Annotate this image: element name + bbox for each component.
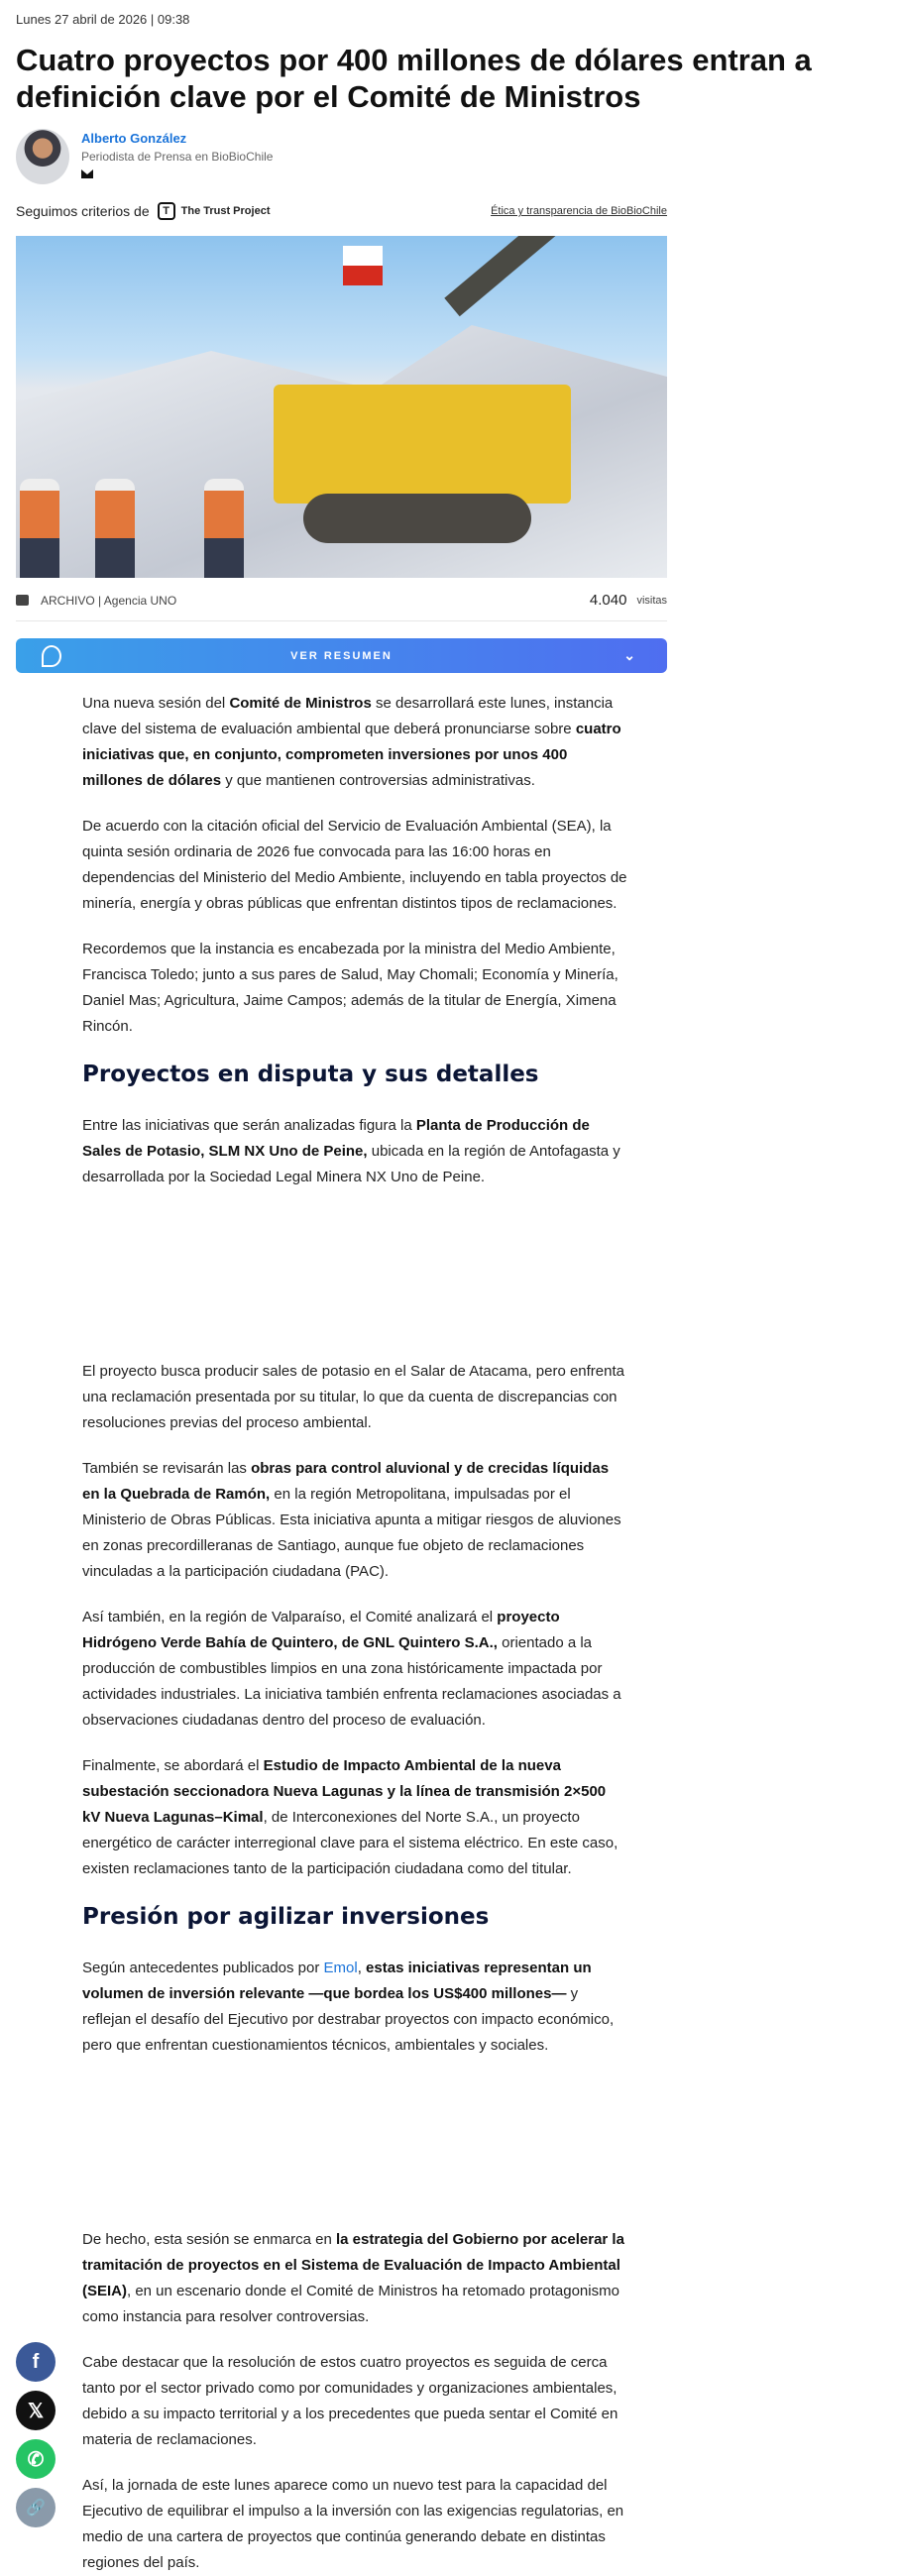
ethics-link[interactable]: Ética y transparencia de BioBioChile xyxy=(491,205,667,217)
photo-caption xyxy=(16,592,667,609)
article-title: Cuatro proyectos por 400 millones de dólares entran a definición clave por el Comité de Ministros xyxy=(16,43,812,114)
chile-flag xyxy=(343,246,383,285)
paragraph: De hecho, esta sesión se enmarca en la estrategia del Gobierno por acelerar la tramitación de proyectos en el Sistema de Evaluación de Impacto Ambiental (SEIA), en un escenario donde el Comité de Ministros ha retomado protagonismo como instancia para resolver controversias. xyxy=(82,2231,624,2325)
paragraph: Finalmente, se abordará el Estudio de Impacto Ambiental de la nueva subestación seccionadora Nueva Lagunas y la línea de transmisión 2×500 kV Nueva Lagunas–Kimal, de Interconexiones del Norte S.A., un proyecto energético de carácter interregional clave para el sistema eléctrico. En este caso, existen reclamaciones tanto de la participación ciudadana como del titular. xyxy=(82,1757,618,1877)
summary-toggle-button[interactable] xyxy=(16,638,667,673)
paragraph: Así también, en la región de Valparaíso, el Comité analizará el proyecto Hidrógeno Verde Bahía de Quintero, de GNL Quintero S.A., orientado a la producción de combustibles limpios en una zona históricamente impactada por actividades industriales. La iniciativa también enfrenta reclamaciones asociadas a observaciones ciudadanas dentro del proceso de evaluación. xyxy=(82,1609,621,1729)
author-name-link[interactable]: Alberto González xyxy=(81,131,187,146)
section-heading: Proyectos en disputa y sus detalles xyxy=(82,1062,539,1087)
paragraph: Así, la jornada de este lunes aparece como un nuevo test para la capacidad del Ejecutivo de equilibrar el impulso a la inversión con las exigencias regulatorias, en medio de una cartera de proyectos que continúa generando debate en distintas regiones del país. xyxy=(82,2477,624,2571)
article-body xyxy=(82,691,627,2576)
ad-space xyxy=(82,1210,627,1359)
view-count: 4.040 xyxy=(589,592,627,609)
publish-date: Lunes 27 abril de 2026 | 09:38 xyxy=(16,12,190,27)
paragraph: Recordemos que la instancia es encabezada por la ministra del Medio Ambiente, Francisca Toledo; junto a sus pares de Salud, May Chomali; Economía y Minería, Daniel Mas; Agricultura, Jaime Campos; además de la titular de Energía, Ximena Rincón. xyxy=(82,941,618,1035)
author-block xyxy=(16,129,888,184)
chevron-down-icon: ⌄ xyxy=(623,647,637,663)
paragraph: Una nueva sesión del Comité de Ministros se desarrollará este lunes, instancia clave del sistema de evaluación ambiental que deberá pronunciarse sobre cuatro iniciativas que, en conjunto, comprometen inversiones por unos 400 millones de dólares y que mantienen controversias administrativas. xyxy=(82,695,621,789)
excavator xyxy=(274,385,571,504)
paragraph: Según antecedentes publicados por Emol, estas iniciativas representan un volumen de inversión relevante —que bordea los US$400 millones— y reflejan el desafío del Ejecutivo por destrabar proyectos con impacto económico, pero que enfrentan cuestionamientos técnicos, ambientales y sociales. xyxy=(82,1960,615,2054)
article-photo xyxy=(16,236,667,578)
paragraph: Entre las iniciativas que serán analizadas figura la Planta de Producción de Sales de Potasio, SLM NX Uno de Peine, ubicada en la región de Antofagasta y desarrollada por la Sociedad Legal Minera NX Uno de Peine. xyxy=(82,1117,620,1185)
paragraph: También se revisarán las obras para control aluvional y de crecidas líquidas en la Quebrada de Ramón, en la región Metropolitana, impulsadas por el Ministerio de Obras Públicas. Esta iniciativa apunta a mitigar riesgos de aluviones en zonas precordilleranas de Santiago, aunque fue objeto de reclamaciones vinculadas a la participación ciudadana (PAC). xyxy=(82,1460,621,1580)
paragraph: El proyecto busca producir sales de potasio en el Salar de Atacama, pero enfrenta una reclamación presentada por su titular, lo que da cuenta de discrepancias con resoluciones previas del proceso ambiental. xyxy=(82,1363,624,1431)
facebook-share-button[interactable] xyxy=(16,2342,56,2382)
emol-link[interactable]: Emol xyxy=(323,1960,358,1976)
mail-icon[interactable] xyxy=(81,169,93,178)
whatsapp-share-button[interactable] xyxy=(16,2439,56,2479)
copy-link-button[interactable] xyxy=(16,2488,56,2527)
photo-credit: ARCHIVO | Agencia UNO xyxy=(41,593,177,608)
trust-project-logo-icon: T xyxy=(158,202,175,220)
trust-bar xyxy=(16,202,667,220)
link-icon: 🔗 xyxy=(26,2500,46,2517)
section-heading: Presión por agilizar inversiones xyxy=(82,1904,490,1930)
divider xyxy=(16,620,667,621)
trust-prefix: Seguimos criterios de xyxy=(16,203,150,219)
biobio-logo-icon xyxy=(42,645,61,667)
trust-project-link[interactable]: The Trust Project xyxy=(180,205,271,217)
summary-label: VER RESUMEN xyxy=(290,649,393,662)
x-share-button[interactable] xyxy=(16,2391,56,2430)
avatar[interactable] xyxy=(16,129,69,184)
camera-icon xyxy=(16,595,29,606)
author-role: Periodista de Prensa en BioBioChile xyxy=(81,150,274,164)
views-label: visitas xyxy=(636,594,667,607)
paragraph: De acuerdo con la citación oficial del Servicio de Evaluación Ambiental (SEA), la quinta sesión ordinaria de 2026 fue convocada para las 16:00 horas en dependencias del Ministerio del Medio Ambiente, incluyendo en tabla proyectos de minería, energía y obras públicas que enfrentan distintos tipos de reclamaciones. xyxy=(82,818,627,912)
facebook-icon: f xyxy=(32,2350,40,2373)
x-icon: 𝕏 xyxy=(27,2400,45,2422)
ad-space xyxy=(82,2078,627,2227)
paragraph: Cabe destacar que la resolución de estos cuatro proyectos es seguida de cerca tanto por el sector privado como por comunidades y organizaciones ambientales, debido a su impacto territorial y a los precedentes que pueda sentar el Comité en materia de reclamaciones. xyxy=(82,2354,618,2448)
whatsapp-icon: ✆ xyxy=(27,2448,45,2471)
